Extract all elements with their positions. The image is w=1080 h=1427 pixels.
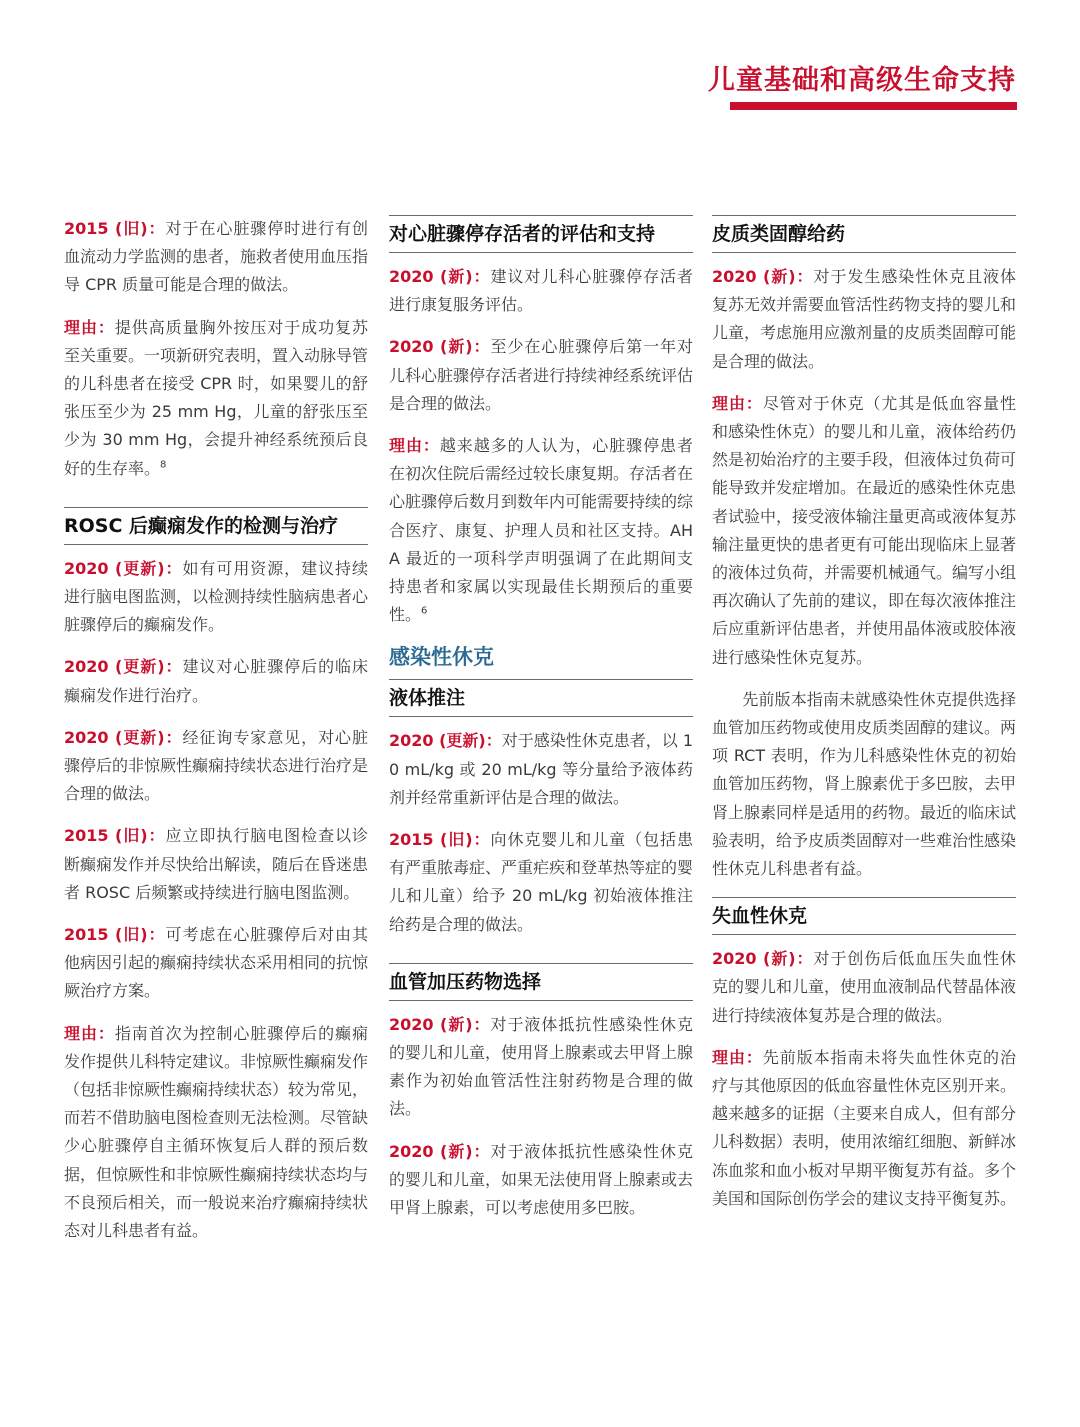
section-heading: ROSC 后癫痫发作的检测与治疗 (64, 507, 368, 545)
paragraph (64, 1020, 368, 1246)
paragraph-tag: 2020 (新)： (712, 949, 814, 969)
paragraph-text: 先前版本指南未就感染性休克提供选择血管加压药物或使用皮质类固醇的建议。两项 RCT 表明，作为儿科感染性休克的初始血管加压药物，肾上腺素优于多巴胺，去甲肾上腺素同样是适用的药物。最近的临床试验表明，给予皮质类固醇对一些难治性感染性休克儿科患者有益。 (712, 689, 1017, 879)
paragraph-tag: 2020 (更新)： (389, 731, 502, 751)
paragraph-text: 如有可用资源，建议持续进行脑电图监测，以检测持续性脑病患者心脏骤停后的癫痫发作。 (64, 558, 369, 635)
paragraph-text: 至少在心脏骤停后第一年对儿科心脏骤停存活者进行持续神经系统评估是合理的做法。 (389, 337, 694, 413)
paragraph-text: 对于在心脏骤停时进行有创血流动力学监测的患者，施救者使用血压指导 CPR 质量可能是合理的做法。 (64, 219, 369, 295)
reference-superscript: 8 (160, 459, 167, 471)
paragraph-tag: 理由： (64, 317, 115, 337)
paragraph-text: 对于液体抵抗性感染性休克的婴儿和儿童，如果无法使用肾上腺素或去甲肾上腺素，可以考虑使用多巴胺。 (389, 1141, 694, 1218)
paragraph-tag: 理由： (389, 436, 440, 456)
section-heading: 血管加压药物选择 (389, 963, 693, 1001)
paragraph (64, 314, 368, 483)
paragraph (712, 263, 1016, 376)
section-heading: 液体推注 (389, 679, 693, 717)
paragraph-text: 对于发生感染性休克且液体复苏无效并需要血管活性药物支持的婴儿和儿童，考虑施用应激剂量的皮质类固醇可能是合理的做法。 (712, 267, 1017, 371)
paragraph (389, 727, 693, 812)
paragraph-text: 向休克婴儿和儿童（包括患有严重脓毒症、严重疟疾和登革热等症的婴儿和儿童）给予 20 mL/kg 初始液体推注给药是合理的做法。 (389, 830, 694, 934)
paragraph-text: 提供高质量胸外按压对于成功复苏至关重要。一项新研究表明，置入动脉导管的儿科患者在接受 CPR 时，如果婴儿的舒张压至少为 25 mm Hg，儿童的舒张压至少为 30 mm Hg，会提升神经系统预后良好的生存率。 (64, 317, 369, 478)
paragraph (64, 555, 368, 640)
paragraph-text: 可考虑在心脏骤停后对由其他病因引起的癫痫持续状态采用相同的抗惊厥治疗方案。 (64, 925, 369, 1001)
paragraph (64, 724, 368, 809)
paragraph-tag: 理由： (64, 1023, 115, 1043)
paragraph-tag: 2015 (旧)： (64, 925, 166, 945)
paragraph-text: 对于感染性休克患者，以 10 mL/kg 或 20 mL/kg 等分量给予液体药剂并经常重新评估是合理的做法。 (389, 731, 694, 807)
paragraph (389, 432, 693, 629)
paragraph (389, 263, 693, 319)
paragraph-tag: 2015 (旧)： (64, 826, 166, 846)
section-heading: 对心脏骤停存活者的评估和支持 (389, 215, 693, 253)
paragraph-tag: 2020 (新)： (389, 267, 491, 286)
page-title: 儿童基础和高级生命支持 (708, 65, 1016, 96)
paragraph-text: 指南首次为控制心脏骤停后的癫痫发作提供儿科特定建议。非惊厥性癫痫发作（包括非惊厥性癫痫持续状态）较为常见，而若不借助脑电图检查则无法检测。尽管缺少心脏骤停自主循环恢复后人群的预后数据，但惊厥性和非惊厥性癫痫持续状态均与不良预后相关，而一般说来治疗癫痫持续状态对儿科患者有益。 (64, 1023, 369, 1241)
paragraph-tag: 2020 (更新)： (64, 558, 183, 578)
paragraph (389, 333, 693, 418)
paragraph-tag: 2020 (新)： (389, 1141, 491, 1161)
paragraph-text: 应立即执行脑电图检查以诊断癫痫发作并尽快给出解读，随后在昏迷患者 ROSC 后频繁或持续进行脑电图监测。 (64, 826, 369, 902)
paragraph-text: 建议对儿科心脏骤停存活者进行康复服务评估。 (389, 267, 693, 315)
reference-superscript: 6 (421, 605, 428, 617)
paragraph-tag: 2020 (更新)： (64, 657, 183, 677)
paragraph (64, 215, 368, 300)
paragraph-tag: 2015 (旧)： (389, 830, 491, 850)
paragraph-tag: 理由： (712, 1047, 763, 1067)
paragraph-text: 对于液体抵抗性感染性休克的婴儿和儿童，使用肾上腺素或去甲肾上腺素作为初始血管活性注射药物是合理的做法。 (389, 1014, 694, 1119)
paragraph (64, 822, 368, 907)
paragraph (712, 1044, 1016, 1213)
title-underline-bar (730, 102, 1017, 110)
paragraph-tag: 2020 (新)： (712, 267, 814, 286)
paragraph (712, 945, 1016, 1030)
paragraph (64, 653, 368, 709)
paragraph-text: 越来越多的人认为，心脏骤停患者在初次住院后需经过较长康复期。存活者在心脏骤停后数月到数年内可能需要持续的综合医疗、康复、护理人员和社区支持。AHA 最近的一项科学声明强调了在此期间支持患者和家属以实现最佳长期预后的重要性。 (389, 436, 694, 625)
chapter-heading: 感染性休克 (389, 645, 494, 670)
paragraph (712, 390, 1016, 672)
paragraph (64, 921, 368, 1006)
column-right (712, 215, 1016, 1227)
paragraph-tag: 2020 (更新)： (64, 727, 183, 747)
paragraph-text: 对于创伤后低血压失血性休克的婴儿和儿童，使用血液制品代替晶体液进行持续液体复苏是合理的做法。 (712, 949, 1017, 1025)
paragraph-tag: 理由： (712, 393, 763, 413)
paragraph-text: 经征询专家意见，对心脏骤停后的非惊厥性癫痫持续状态进行治疗是合理的做法。 (64, 727, 369, 804)
paragraph-text: 尽管对于休克（尤其是低血容量性和感染性休克）的婴儿和儿童，液体给药仍然是初始治疗的主要手段，但液体过负荷可能导致并发症增加。在最近的感染性休克患者试验中，接受液体输注量更高或液体复苏输注量更快的患者更有可能出现临床上显著的液体过负荷，并需要机械通气。编写小组再次确认了先前的建议，即在每次液体推注后应重新评估患者，并使用晶体液或胶体液进行感染性休克复苏。 (712, 393, 1017, 667)
paragraph-tag: 2020 (新)： (389, 1014, 491, 1034)
column-middle (389, 215, 693, 1236)
paragraph-text: 先前版本指南未将失血性休克的治疗与其他原因的低血容量性休克区别开来。越来越多的证据（主要来自成人，但有部分儿科数据）表明，使用浓缩红细胞、新鲜冰冻血浆和血小板对早期平衡复苏有益。多个美国和国际创伤学会的建议支持平衡复苏。 (712, 1047, 1017, 1208)
paragraph (389, 1138, 693, 1223)
paragraph (712, 686, 1016, 883)
column-left (64, 215, 368, 1259)
section-heading: 皮质类固醇给药 (712, 215, 1016, 253)
paragraph-tag: 2015 (旧)： (64, 219, 166, 238)
paragraph-tag: 2020 (新)： (389, 337, 491, 357)
paragraph (389, 1011, 693, 1124)
paragraph (389, 826, 693, 939)
section-heading: 失血性休克 (712, 897, 1016, 935)
paragraph-text: 建议对心脏骤停后的临床癫痫发作进行治疗。 (64, 657, 368, 705)
